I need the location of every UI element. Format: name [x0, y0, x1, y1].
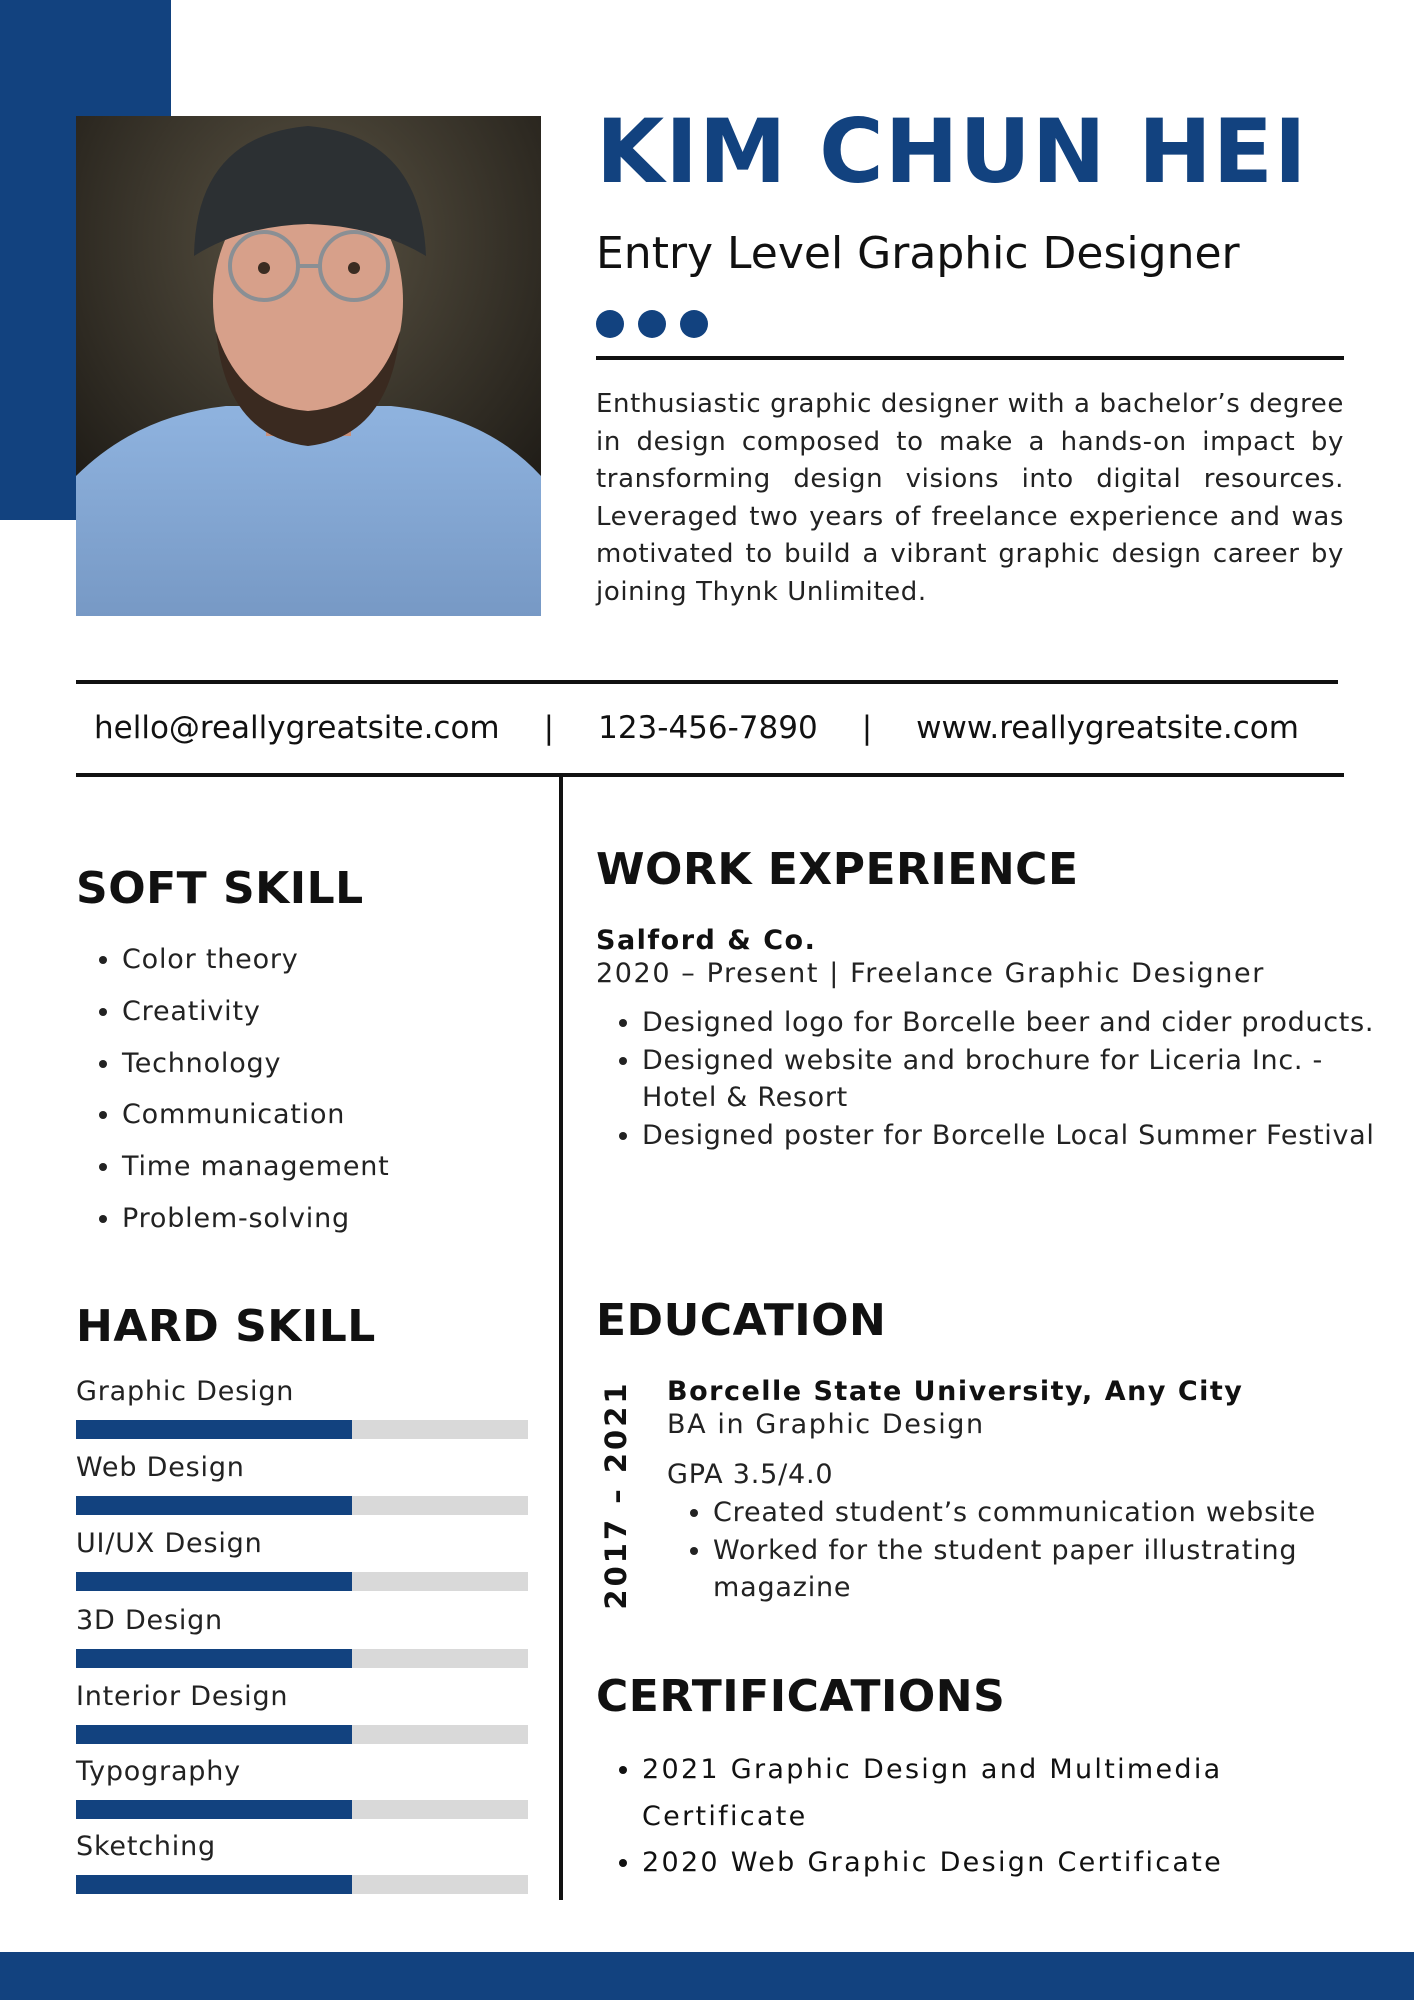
education-achievement-item: • Worked for the student paper illustrating magazine	[713, 1532, 1393, 1607]
hard-skill-item	[76, 1451, 528, 1485]
job-duty-item: • Designed poster for Borcelle Local Summer Festival	[642, 1117, 1382, 1155]
soft-skill-item: • Technology	[122, 1038, 390, 1090]
column-divider	[559, 777, 563, 1900]
candidate-name: KIM CHUN HEI	[596, 100, 1308, 203]
hard-skill-label: Interior Design	[76, 1681, 289, 1712]
dot-icon	[680, 310, 708, 338]
contact-separator: |	[861, 710, 873, 746]
profile-summary: Enthusiastic graphic designer with a bachelor’s degree in design composed to make a hands-on impact by transforming design visions into digital resources. Leveraged two years of freelance experience and was motivated to build a vibrant graphic design career by joining Thynk Unlimited.	[596, 389, 1344, 607]
contact-email[interactable]: hello@reallygreatsite.com	[94, 710, 500, 746]
hard-skill-label: Sketching	[76, 1831, 216, 1862]
job-duty-item: • Designed website and brochure for Liceria Inc. - Hotel & Resort	[642, 1042, 1382, 1117]
soft-skill-item: • Communication	[122, 1089, 390, 1141]
education-achievement-item: • Created student’s communication website	[713, 1494, 1393, 1532]
education-achievements-list	[667, 1494, 1393, 1607]
job-duty-item: • Designed logo for Borcelle beer and cider products.	[642, 1004, 1382, 1042]
dot-icon	[596, 310, 624, 338]
skill-bar-fill	[76, 1725, 352, 1744]
contact-bar	[76, 700, 1338, 756]
contact-phone[interactable]: 123-456-7890	[598, 710, 818, 746]
hard-skill-item	[76, 1527, 528, 1561]
soft-skill-item: • Creativity	[122, 986, 390, 1038]
hard-skill-label: UI/UX Design	[76, 1528, 263, 1559]
hard-skill-label: Web Design	[76, 1452, 245, 1483]
job-title: Entry Level Graphic Designer	[596, 228, 1240, 279]
hard-skill-heading: HARD SKILL	[76, 1301, 376, 1352]
soft-skill-list	[76, 934, 390, 1245]
education-degree: BA in Graphic Design	[667, 1409, 985, 1440]
work-experience-heading: WORK EXPERIENCE	[596, 844, 1079, 895]
education-years-label: 2017 – 2021	[599, 1380, 633, 1610]
skill-bar-track	[76, 1725, 528, 1744]
soft-skill-item: • Time management	[122, 1141, 390, 1193]
education-gpa: GPA 3.5/4.0	[667, 1459, 834, 1490]
job-period: 2020 – Present | Freelance Graphic Designer	[596, 958, 1265, 989]
hard-skill-label: 3D Design	[76, 1605, 223, 1636]
job-company: Salford & Co.	[596, 925, 817, 956]
skill-bar-fill	[76, 1420, 352, 1439]
education-school: Borcelle State University, Any City	[667, 1376, 1244, 1407]
hard-skill-label: Typography	[76, 1756, 241, 1787]
header-divider	[596, 356, 1344, 360]
skill-bar-track	[76, 1800, 528, 1819]
soft-skill-item: • Problem-solving	[122, 1193, 390, 1245]
skill-bar-fill	[76, 1649, 352, 1668]
skill-bar-fill	[76, 1496, 352, 1515]
hard-skill-label: Graphic Design	[76, 1376, 295, 1407]
education-heading: EDUCATION	[596, 1295, 887, 1346]
education-years	[586, 1380, 646, 1610]
skill-bar-track	[76, 1875, 528, 1894]
hard-skill-item	[76, 1604, 528, 1638]
contact-divider-bottom	[76, 773, 1344, 777]
soft-skill-heading: SOFT SKILL	[76, 863, 364, 914]
certifications-heading: CERTIFICATIONS	[596, 1671, 1006, 1722]
contact-separator: |	[543, 710, 555, 746]
skill-bar-fill	[76, 1875, 352, 1894]
hard-skill-item	[76, 1755, 528, 1789]
certifications-list	[596, 1747, 1382, 1887]
job-duties-list	[596, 1004, 1382, 1154]
skill-bar-fill	[76, 1572, 352, 1591]
skill-bar-track	[76, 1496, 528, 1515]
decorative-dots	[596, 310, 708, 340]
certification-item: • 2021 Graphic Design and Multimedia Certificate	[642, 1747, 1382, 1840]
soft-skill-item: • Color theory	[122, 934, 390, 986]
contact-website[interactable]: www.reallygreatsite.com	[916, 710, 1299, 746]
skill-bar-track	[76, 1420, 528, 1439]
profile-photo	[76, 116, 541, 616]
contact-divider-top	[76, 680, 1338, 684]
certification-item: • 2020 Web Graphic Design Certificate	[642, 1840, 1382, 1887]
dot-icon	[638, 310, 666, 338]
hard-skill-item	[76, 1830, 528, 1864]
skill-bar-track	[76, 1649, 528, 1668]
hard-skill-item	[76, 1680, 528, 1714]
hard-skill-item	[76, 1375, 528, 1409]
skill-bar-fill	[76, 1800, 352, 1819]
footer-bar	[0, 1952, 1414, 2000]
skill-bar-track	[76, 1572, 528, 1591]
